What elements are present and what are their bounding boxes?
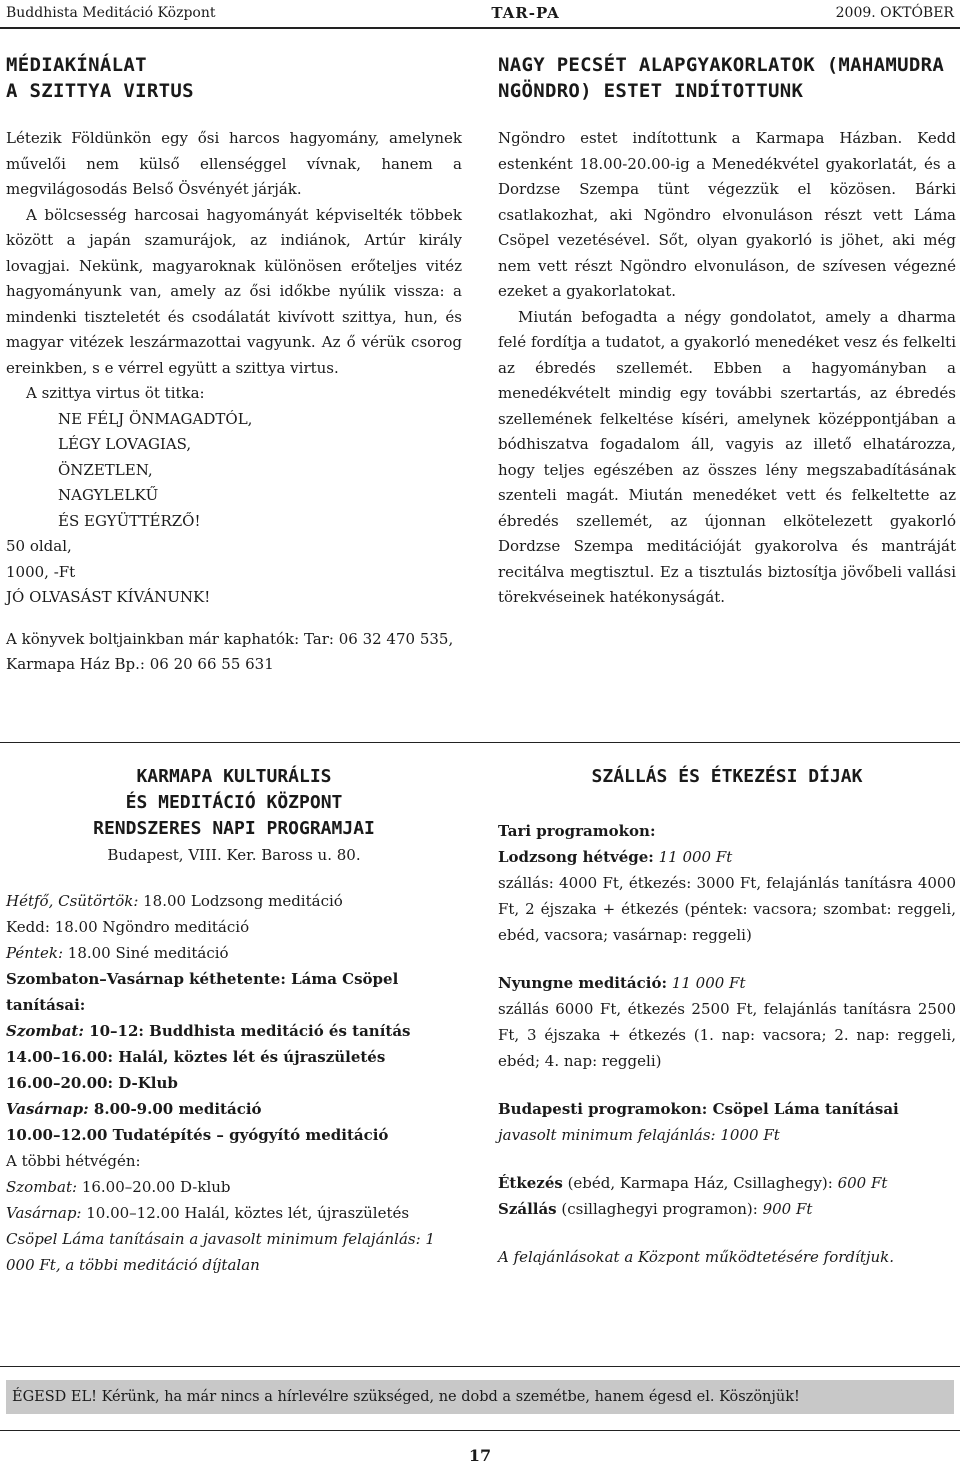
media-secret: LÉGY LOVAGIAS, [58,435,192,453]
header-title: TAR-PA [491,4,560,22]
program-saturday: Szombat: 10–12: Buddhista meditáció és tanítás [6,1022,411,1040]
header-rule [0,27,960,29]
media-availability: A könyvek boltjainkban már kaphatók: Tar: 06 32 470 535, Karmapa Ház Bp.: 06 20 66 55 631 [6,629,454,673]
media-pages: 50 oldal, [6,537,72,555]
program-other-saturday: Szombat: 16.00–20.00 D-klub [6,1178,231,1196]
media-secret: NAGYLELKŰ [58,486,159,504]
program-address: Budapest, VIII. Ker. Baross u. 80. [107,846,361,864]
program-saturday-2: 14.00–16.00: Halál, köztes lét és újraszületés [6,1048,386,1066]
media-title-2: A SZITTYA VIRTUS [6,80,194,102]
program-section [6,764,462,1278]
media-secrets-intro: A szittya virtus öt titka: [26,384,205,402]
program-fri: Péntek: 18.00 Siné meditáció [6,944,229,962]
fees-title: SZÁLLÁS ÉS ÉTKEZÉSI DÍJAK [591,766,863,787]
media-secrets-list [6,407,462,535]
media-wish: JÓ OLVASÁST KÍVÁNUNK! [6,588,211,606]
fees-lodzsong: Lodzsong hétvége: 11 000 Ft [498,848,733,866]
header-date: 2009. OKTÓBER [835,5,954,21]
footer-divider [0,1366,960,1367]
fees-lodging: Szállás (csillaghegyi programon): 900 Ft [498,1200,813,1218]
footer-bottom-rule [0,1430,960,1431]
program-mon-thu: Hétfő, Csütörtök: 18.00 Lodzsong meditáció [6,892,343,910]
page-header [6,0,954,26]
program-saturday-3: 16.00–20.00: D-Klub [6,1074,178,1092]
ngondro-title: NAGY PECSÉT ALAPGYAKORLATOK (MAHAMUDRA NGÖNDRO) ESTET INDÍTOTTUNK [498,54,945,102]
program-title-2: ÉS MEDITÁCIÓ KÖZPONT [125,792,343,813]
fees-tari-heading: Tari programokon: [498,822,656,840]
burn-notice: ÉGESD EL! Kérünk, ha már nincs a hírlevélre szükséged, ne dobd a szemétbe, hanem égesd el. Köszönjük! [12,1389,800,1405]
section-divider [0,742,960,743]
ngondro-paragraph-2: Miután befogadta a négy gondolatot, amely a dharma felé fordítja a tudatot, a gyakorló menedéket vesz és felkelti az ébredés szellemét. Ebben a hagyományban a menedékvételt mindig egy további szertartás, az ébredés szellemének felkeltése kíséri, amelynek középpontjában a bódhiszatva fogadalom áll, vagyis az illető elhatározza, hogy teljes egészében az összes lény megszabadításának szenteli magát. Miután menedéket vett és felkeltette az ébredés szellemét, az újonnan elkötelezett gyakorló Dordzse Szempa meditációját gyakorolva és mantráját recitálva megtisztul. Ez a tisztulás biztosítja jövőbeli vallási törekvéseinek hatékonyságát. [498,307,956,606]
program-title-1: KARMAPA KULTURÁLIS [136,766,332,787]
burn-notice-box [6,1380,954,1414]
page-number: 17 [468,1446,492,1465]
fees-lodzsong-details: szállás: 4000 Ft, étkezés: 3000 Ft, felajánlás tanításra 4000 Ft, 2 éjszaka + étkezés (péntek: vacsora; szombat: reggeli, ebéd, vacsora; vasárnap: reggeli) [498,874,956,944]
media-section [6,52,462,678]
fees-meal: Étkezés (ebéd, Karmapa Ház, Csillaghegy): 600 Ft [498,1174,888,1192]
ngondro-paragraph-1: Ngöndro estet indítottunk a Karmapa Házban. Kedd estenként 18.00-20.00-ig a Menedékvétel gyakorlatát, és a Dordzse Szempa tünt végezzük el közösen. Bárki csatlakozhat, aki Ngöndro elvonuláson részt vett Láma Csöpel vezetésével. Sőt, olyan gyakorló is jöhet, aki még nem vett részt Ngöndro elvonuláson, de szívesen végezné ezeket a gyakorlatokat. [498,129,956,300]
ngondro-section [498,52,956,611]
program-tue: Kedd: 18.00 Ngöndro meditáció [6,918,250,936]
media-secret: NE FÉLJ ÖNMAGADTÓL, [58,409,253,428]
fees-nyungne-details: szállás 6000 Ft, étkezés 2500 Ft, felajánlás tanításra 2500 Ft, 3 éjszaka + étkezés (1. nap: vacsora; 2. nap: reggeli, ebéd; 4. nap: reggeli) [498,1000,956,1070]
fees-budapest-min: javasolt minimum felajánlás: 1000 Ft [498,1126,780,1144]
media-secret: ÖNZETLEN, [58,460,153,479]
program-sunday: Vasárnap: 8.00-9.00 meditáció [6,1100,262,1118]
media-title-1: MÉDIAKÍNÁLAT [6,54,147,76]
media-price: 1000, -Ft [6,562,76,581]
program-donation-note: Csöpel Láma tanításain a javasolt minimum felajánlás: 1 000 Ft, a többi meditáció díjtalan [6,1230,435,1274]
program-other-weekends: A többi hétvégén: [6,1152,141,1170]
fees-budapest-heading: Budapesti programokon: Csöpel Láma tanításai [498,1100,899,1118]
header-org: Buddhista Meditáció Központ [6,5,216,21]
media-paragraph-2: A bölcsesség harcosai hagyományát képviselték többek között a japán szamurájok, az indiánok, Artúr király lovagjai. Nekünk, magyaroknak különösen erőteljes vitéz hagyományunk van, amely az ősi időkbe nyúlik vissza: a mindenki tiszteletét és csodálatát kivívott szittya, hun, és magyar vitézek leszármazottai vagyunk. Az ő vérük csorog ereinkben, s e vérrel együtt a szittya virtus. [6,205,462,377]
media-secret: ÉS EGYÜTTÉRZŐ! [58,511,201,530]
program-title-3: RENDSZERES NAPI PROGRAMJAI [93,818,375,839]
fees-nyungne: Nyungne meditáció: 11 000 Ft [498,974,746,992]
media-paragraph-1: Létezik Földünkön egy ősi harcos hagyomány, amelynek művelői nem külső ellenséggel vívnak, hanem a megvilágosodás Belső Ösvényét járják. [6,129,462,198]
fees-note: A felajánlásokat a Központ működtetésére fordítjuk. [498,1248,895,1266]
program-other-sunday: Vasárnap: 10.00–12.00 Halál, köztes lét, újraszületés [6,1204,410,1222]
fees-section [498,764,956,1270]
program-weekend-heading: Szombaton–Vasárnap kéthetente: Láma Csöpel tanításai: [6,970,399,1014]
program-sunday-2: 10.00–12.00 Tudatépítés – gyógyító meditáció [6,1126,389,1144]
